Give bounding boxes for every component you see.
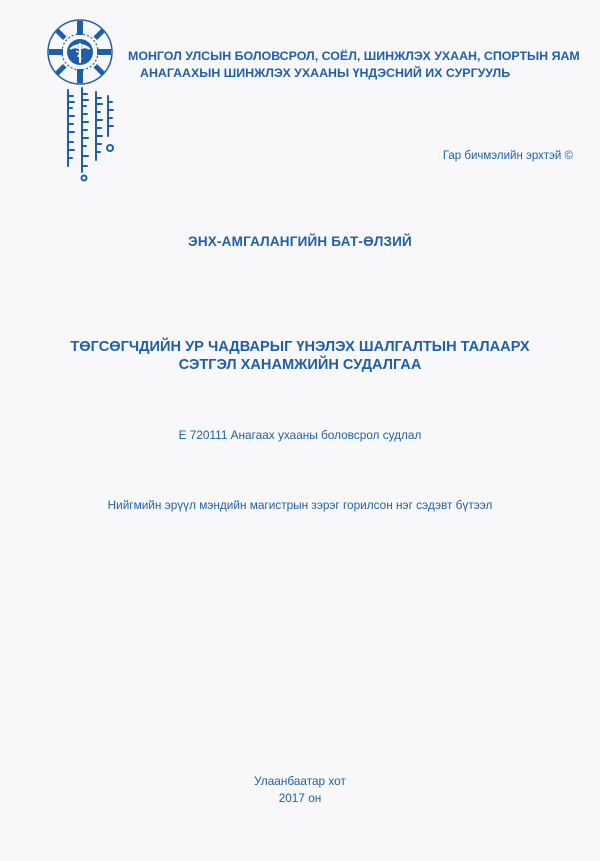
ministry-name: МОНГОЛ УЛСЫН БОЛОВСРОЛ, СОЁЛ, ШИНЖЛЭХ УХААН, СПОРТЫН ЯАМ [128,49,580,63]
mongolian-script-logo [60,86,116,182]
thesis-title-line-2: СЭТГЭЛ ХАНАМЖИЙН СУДАЛГАА [178,357,422,373]
university-emblem-icon [46,18,114,86]
author-name: ЭНХ-АМГАЛАНГИЙН БАТ-ӨЛЗИЙ [188,234,412,249]
thesis-title [0,338,600,374]
university-name: АНАГААХЫН ШИНЖЛЭХ УХААНЫ ҮНДЭСНИЙ ИХ СУРГУУЛЬ [140,66,511,80]
thesis-title-line-1: ТӨГСӨГЧДИЙН УР ЧАДВАРЫГ ҮНЭЛЭХ ШАЛГАЛТЫН ТАЛААРХ [70,339,530,355]
year: 2017 он [278,791,322,805]
place-and-year [0,773,600,807]
copyright-notice: Гар бичмэлийн эрхтэй © [442,150,573,162]
specialty-code: Е 720111 Анагаах ухааны боловсрол судлал [178,428,422,442]
degree-statement: Нийгмийн эрүүл мэндийн магистрын зэрэг горилсон нэг сэдэвт бүтээл [107,498,493,512]
city: Улаанбаатар хот [254,774,346,788]
university-logo [38,18,118,178]
ministry-header [128,48,588,82]
